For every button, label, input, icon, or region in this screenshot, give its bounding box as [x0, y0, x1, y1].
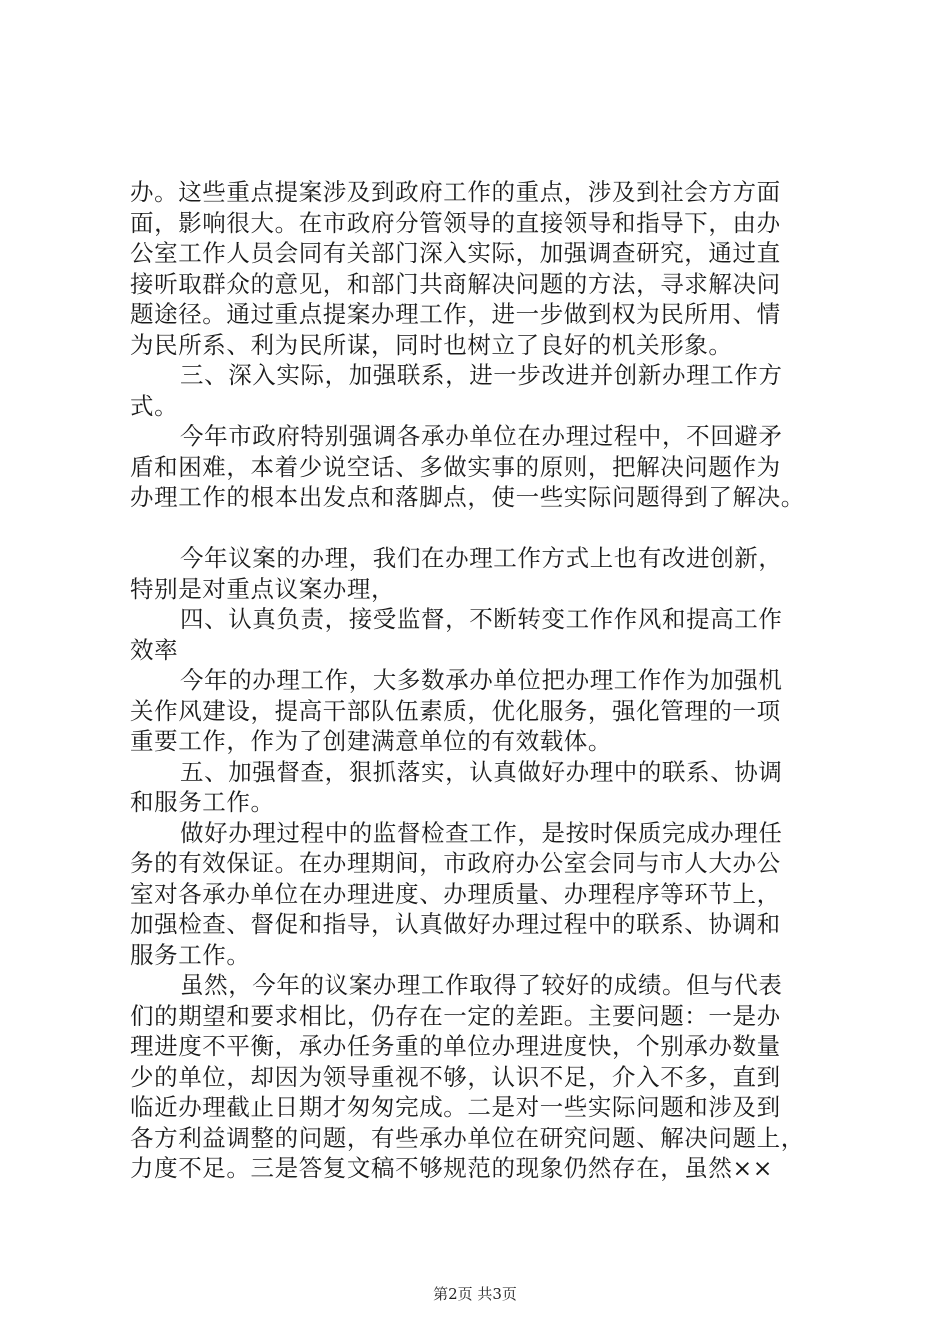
text-line: 为民所系、利为民所谋，同时也树立了良好的机关形象。 — [130, 330, 733, 359]
text-line: 今年市政府特别强调各承办单位在办理过程中，不回避矛 — [180, 422, 783, 450]
text-line: 服务工作。 — [130, 940, 251, 969]
page-number: 第2页 共3页 — [433, 1285, 517, 1303]
blank-line — [130, 513, 840, 544]
text-line: 面，影响很大。在市政府分管领导的直接领导和指导下，由办 — [130, 208, 781, 237]
text-line: 做好办理过程中的监督检查工作，是按时保质完成办理任 — [180, 818, 783, 847]
section-heading-4: 四、认真负责，接受监督，不断转变工作作风和提高工作 — [180, 605, 783, 633]
text-line: 今年的办理工作，大多数承办单位把办理工作作为加强机 — [180, 666, 783, 694]
text-line: 盾和困难，本着少说空话、多做实事的原则，把解决问题作为 — [130, 452, 781, 481]
body-text — [130, 177, 840, 1184]
text-line: 题途径。通过重点提案办理工作，进一步做到权为民所用、情 — [130, 300, 781, 328]
text-line: 少的单位，却因为领导重视不够，认识不足，介入不多，直到 — [130, 1062, 781, 1091]
text-line: 关作风建设，提高干部队伍素质，优化服务，强化管理的一项 — [130, 696, 781, 725]
text-line: 和服务工作。 — [130, 788, 275, 816]
text-line: 效率 — [130, 635, 179, 664]
text-line: 办。这些重点提案涉及到政府工作的重点，涉及到社会方方面 — [130, 178, 781, 206]
section-heading-3: 三、深入实际，加强联系，进一步改进并创新办理工作方 — [180, 361, 783, 389]
text-line: 式。 — [130, 391, 179, 420]
text-line: 公室工作人员会同有关部门深入实际，加强调查研究，通过直 — [130, 239, 781, 267]
text-line: 加强检查、督促和指导，认真做好办理过程中的联系、协调和 — [130, 910, 781, 938]
text-line: 接听取群众的意见，和部门共商解决问题的方法，寻求解决问 — [130, 269, 781, 298]
section-heading-5: 五、加强督查，狠抓落实，认真做好办理中的联系、协调 — [180, 757, 783, 786]
text-line: 们的期望和要求相比，仍存在一定的差距。主要问题：一是办 — [130, 1001, 781, 1030]
text-line: 重要工作，作为了创建满意单位的有效载体。 — [130, 727, 612, 755]
text-line: 室对各承办单位在办理进度、办理质量、办理程序等环节上， — [130, 879, 781, 908]
text-line: 理进度不平衡，承办任务重的单位办理进度快，个别承办数量 — [130, 1032, 781, 1060]
text-line: 各方利益调整的问题，有些承办单位在研究问题、解决问题上， — [130, 1123, 805, 1152]
text-line: 务的有效保证。在办理期间，市政府办公室会同与市人大办公 — [130, 849, 781, 877]
text-line: 特别是对重点议案办理， — [130, 574, 396, 603]
text-line: 力度不足。三是答复文稿不够规范的现象仍然存在，虽然×× — [130, 1154, 774, 1182]
text-line: 虽然，今年的议案办理工作取得了较好的成绩。但与代表 — [180, 971, 783, 999]
text-line: 办理工作的根本出发点和落脚点，使一些实际问题得到了解决。 — [130, 483, 805, 511]
text-line: 临近办理截止日期才匆匆完成。二是对一些实际问题和涉及到 — [130, 1093, 781, 1121]
text-line: 今年议案的办理，我们在办理工作方式上也有改进创新， — [180, 544, 783, 572]
